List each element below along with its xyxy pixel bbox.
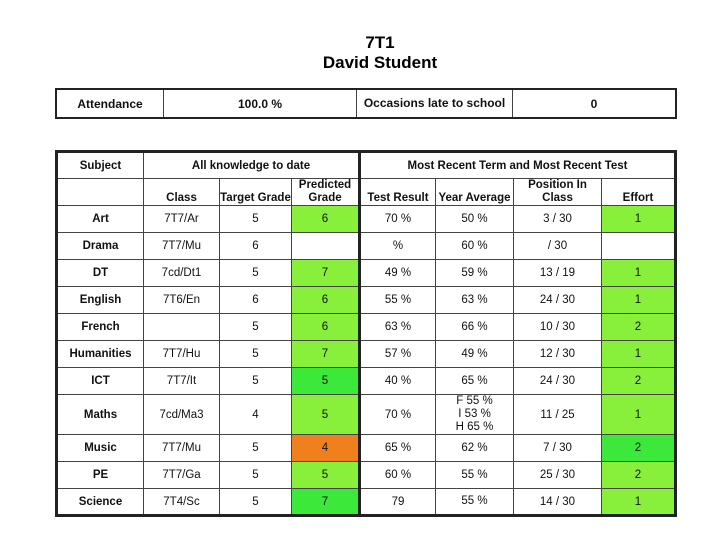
predicted-grade-cell: 6 xyxy=(292,287,360,314)
table-row xyxy=(57,395,676,435)
group-title: 7T1 xyxy=(365,33,395,52)
position-cell: 14 / 30 xyxy=(514,489,602,516)
position-cell: 13 / 19 xyxy=(514,260,602,287)
year-average-cell: 60 % xyxy=(436,233,514,260)
subject-cell: Humanities xyxy=(57,341,144,368)
predicted-grade-cell: 4 xyxy=(292,435,360,462)
test-result-cell: 55 % xyxy=(360,287,436,314)
attendance-label: Attendance xyxy=(56,89,164,118)
effort-cell: 2 xyxy=(602,435,676,462)
subject-cell: French xyxy=(57,314,144,341)
knowledge-header: All knowledge to date xyxy=(144,152,360,179)
class-cell: 7cd/Dt1 xyxy=(144,260,220,287)
year-average-cell: 62 % xyxy=(436,435,514,462)
year-average-cell: 59 % xyxy=(436,260,514,287)
table-row xyxy=(57,341,676,368)
class-cell: 7T4/Sc xyxy=(144,489,220,516)
class-cell: 7T6/En xyxy=(144,287,220,314)
year-average-cell: 65 % xyxy=(436,368,514,395)
position-cell: 3 / 30 xyxy=(514,206,602,233)
target-grade-cell: 5 xyxy=(220,435,292,462)
test-result-cell: 63 % xyxy=(360,314,436,341)
position-cell: 11 / 25 xyxy=(514,395,602,435)
predicted-grade-cell: 5 xyxy=(292,395,360,435)
position-cell: 24 / 30 xyxy=(514,287,602,314)
class-cell: 7T7/It xyxy=(144,368,220,395)
class-cell: 7T7/Mu xyxy=(144,435,220,462)
predicted-grade-cell: 7 xyxy=(292,260,360,287)
effort-cell: 1 xyxy=(602,260,676,287)
class-cell: 7cd/Ma3 xyxy=(144,395,220,435)
class-cell: 7T7/Mu xyxy=(144,233,220,260)
effort-cell xyxy=(602,233,676,260)
subject-cell: PE xyxy=(57,462,144,489)
effort-cell: 2 xyxy=(602,368,676,395)
predicted-grade-cell: 7 xyxy=(292,489,360,516)
predicted-header: Predicted Grade xyxy=(292,179,360,206)
test-result-cell: 70 % xyxy=(360,395,436,435)
subject-cell: Music xyxy=(57,435,144,462)
test-result-cell: 40 % xyxy=(360,368,436,395)
effort-cell: 1 xyxy=(602,287,676,314)
target-grade-cell: 4 xyxy=(220,395,292,435)
attendance-table xyxy=(55,88,677,119)
year-average-cell: F 55 % I 53 % H 65 % xyxy=(436,395,514,435)
position-cell: 25 / 30 xyxy=(514,462,602,489)
subject-cell: ICT xyxy=(57,368,144,395)
predicted-grade-cell: 6 xyxy=(292,314,360,341)
subject-cell: Drama xyxy=(57,233,144,260)
effort-cell: 1 xyxy=(602,395,676,435)
effort-header: Effort xyxy=(602,179,676,206)
year-header: Year Average xyxy=(436,179,514,206)
predicted-grade-cell xyxy=(292,233,360,260)
target-grade-cell: 5 xyxy=(220,462,292,489)
table-row xyxy=(57,462,676,489)
target-grade-cell: 5 xyxy=(220,341,292,368)
position-cell: 10 / 30 xyxy=(514,314,602,341)
position-cell: 7 / 30 xyxy=(514,435,602,462)
target-grade-cell: 5 xyxy=(220,489,292,516)
table-row xyxy=(57,435,676,462)
predicted-grade-cell: 5 xyxy=(292,462,360,489)
test-result-cell: % xyxy=(360,233,436,260)
target-header: Target Grade xyxy=(220,179,292,206)
test-result-cell: 49 % xyxy=(360,260,436,287)
target-grade-cell: 5 xyxy=(220,260,292,287)
test-result-cell: 57 % xyxy=(360,341,436,368)
grades-table xyxy=(55,150,677,517)
year-average-cell: 49 % xyxy=(436,341,514,368)
table-row xyxy=(57,287,676,314)
test-result-cell: 60 % xyxy=(360,462,436,489)
subject-cell: Maths xyxy=(57,395,144,435)
class-cell: 7T7/Ga xyxy=(144,462,220,489)
table-row xyxy=(57,368,676,395)
predicted-grade-cell: 6 xyxy=(292,206,360,233)
table-row xyxy=(57,314,676,341)
student-name: David Student xyxy=(322,53,438,72)
attendance-value: 100.0 % xyxy=(164,89,357,118)
blank-header xyxy=(57,179,144,206)
effort-cell: 2 xyxy=(602,314,676,341)
position-cell: 12 / 30 xyxy=(514,341,602,368)
year-average-cell: 55 % xyxy=(436,462,514,489)
table-row xyxy=(57,233,676,260)
late-label: Occasions late to school xyxy=(357,89,513,118)
class-header: Class xyxy=(144,179,220,206)
table-row xyxy=(57,489,676,516)
class-cell: 7T7/Ar xyxy=(144,206,220,233)
year-average-cell: 55 % xyxy=(436,489,514,516)
target-grade-cell: 5 xyxy=(220,206,292,233)
recent-header: Most Recent Term and Most Recent Test xyxy=(360,152,676,179)
position-cell: / 30 xyxy=(514,233,602,260)
position-cell: 24 / 30 xyxy=(514,368,602,395)
year-average-cell: 66 % xyxy=(436,314,514,341)
test-header: Test Result xyxy=(360,179,436,206)
predicted-grade-cell: 7 xyxy=(292,341,360,368)
effort-cell: 2 xyxy=(602,462,676,489)
subject-header: Subject xyxy=(57,152,144,179)
year-average-cell: 50 % xyxy=(436,206,514,233)
position-header: Position In Class xyxy=(514,179,602,206)
effort-cell: 1 xyxy=(602,489,676,516)
test-result-cell: 65 % xyxy=(360,435,436,462)
target-grade-cell: 6 xyxy=(220,233,292,260)
effort-cell: 1 xyxy=(602,206,676,233)
test-result-cell: 79 xyxy=(360,489,436,516)
subject-cell: English xyxy=(57,287,144,314)
test-result-cell: 70 % xyxy=(360,206,436,233)
effort-cell: 1 xyxy=(602,341,676,368)
subject-cell: DT xyxy=(57,260,144,287)
subject-cell: Science xyxy=(57,489,144,516)
target-grade-cell: 6 xyxy=(220,287,292,314)
table-row xyxy=(57,260,676,287)
target-grade-cell: 5 xyxy=(220,314,292,341)
year-average-cell: 63 % xyxy=(436,287,514,314)
subject-cell: Art xyxy=(57,206,144,233)
late-value: 0 xyxy=(513,89,677,118)
class-cell: 7T7/Hu xyxy=(144,341,220,368)
table-row xyxy=(57,206,676,233)
predicted-grade-cell: 5 xyxy=(292,368,360,395)
target-grade-cell: 5 xyxy=(220,368,292,395)
class-cell xyxy=(144,314,220,341)
